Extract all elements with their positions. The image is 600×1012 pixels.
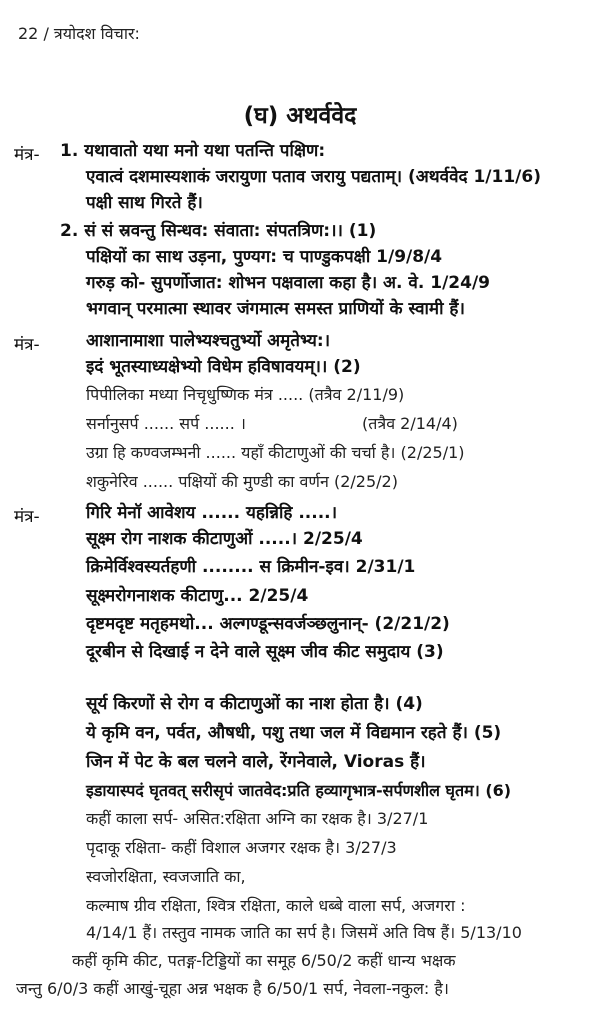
- note-line: जन्तु 6/0/3 कहीं आखुं-चूहा अन्न भक्षक है 6/50/1 सर्प, नेवला-नकुल: है।: [16, 979, 449, 998]
- mantra-label-1: मंत्र-: [14, 145, 40, 165]
- note-line: शकुनेरिव ...... पक्षियों की मुण्डी का वर्णन (2/25/2): [86, 472, 398, 491]
- mantra-label-3: मंत्र-: [14, 507, 40, 527]
- verse-line: दूरबीन से दिखाई न देने वाले सूक्ष्म जीव कीट समुदाय (3): [86, 642, 444, 662]
- verse-line: ये कृमि वन, पर्वत, औषधी, पशु तथा जल में विद्यमान रहते हैं। (5): [86, 723, 502, 743]
- note-line: पिपीलिका मध्या निचृधुष्णिक मंत्र ..... (तत्रैव 2/11/9): [86, 385, 405, 404]
- note-line-ref: (तत्रैव 2/14/4): [362, 414, 458, 433]
- verse-line: सूक्ष्म रोग नाशक कीटाणुओं .....। 2/25/4: [86, 529, 363, 549]
- verse-line: 2. सं सं स्रवन्तु सिन्धव: संवाता: संपतत्रिण:।। (1): [60, 221, 377, 241]
- verse-line: एवात्वं दशमास्यशाकं जरायुणा पताव जरायु पद्यताम्। (अथर्ववेद 1/11/6): [86, 167, 541, 187]
- note-line: कल्माष ग्रीव रक्षिता, श्वित्र रक्षिता, काले धब्बे वाला सर्प, अजगरा :: [86, 896, 466, 915]
- verse-line: इदं भूतस्याध्यक्षेभ्यो विधेम हविषावयम्।। (2): [86, 357, 361, 377]
- verse-line: आशानामाशा पालेभ्यश्चतुर्भ्यो अमृतेभ्य:।: [86, 331, 331, 351]
- note-line: कहीं कृमि कीट, पतङ्ग-टिड्डियों का समूह 6/50/2 कहीं धान्य भक्षक: [72, 951, 456, 970]
- note-line: कहीं काला सर्प- असित:रक्षिता अग्नि का रक्षक है। 3/27/1: [86, 809, 429, 828]
- verse-line: पक्षियों का साथ उड़ना, पुण्यग: च पाण्डुकपक्षी 1/9/8/4: [86, 247, 443, 267]
- verse-line: इडायास्पदं घृतवत् सरीसृपं जातवेद:प्रति हव्यागृभात्र-सर्पणशील घृतम। (6): [86, 781, 512, 800]
- verse-line: सूर्य किरणों से रोग व कीटाणुओं का नाश होता है। (4): [86, 694, 423, 714]
- verse-line: गरुड़ को- सुपर्णोजात: शोभन पक्षवाला कहा है। अ. वे. 1/24/9: [86, 273, 490, 293]
- verse-line: 1. यथावातो यथा मनो यथा पतन्ति पक्षिण:: [60, 141, 326, 161]
- section-title: (घ) अथर्ववेद: [243, 103, 357, 129]
- verse-line: भगवान् परमात्मा स्थावर जंगमात्म समस्त प्राणियों के स्वामी हैं।: [86, 299, 465, 319]
- mantra-label-2: मंत्र-: [14, 335, 40, 355]
- note-line: 4/14/1 हैं। तस्तुव नामक जाति का सर्प है। जिसमें अति विष हैं। 5/13/10: [86, 923, 522, 942]
- verse-line: पक्षी साथ गिरते हैं।: [86, 193, 203, 213]
- verse-line: क्रिमेर्विश्वस्यर्तहणी ........ स क्रिमीन-इव। 2/31/1: [86, 557, 416, 577]
- note-line: सर्नानुसर्प ...... सर्प ...... ।: [86, 414, 246, 433]
- note-line: उग्रा हि कण्वजम्भनी ...... यहाँ कीटाणुओं की चर्चा है। (2/25/1): [86, 443, 465, 462]
- verse-line: सूक्ष्मरोगनाशक कीटाणु... 2/25/4: [86, 586, 309, 606]
- running-head: 22 / त्रयोदश विचार:: [18, 24, 140, 43]
- verse-line: जिन में पेट के बल चलने वाले, रेंगनेवाले, Vioras हैं।: [86, 752, 426, 772]
- note-line: पृदाकू रक्षिता- कहीं विशाल अजगर रक्षक है। 3/27/3: [86, 838, 397, 857]
- verse-line: गिरि मेनॉ आवेशय ...... यहन्निहि .....।: [86, 503, 338, 523]
- note-line: स्वजोरक्षिता, स्वजजाति का,: [86, 867, 246, 886]
- verse-line: दृष्टमदृष्ट मतृहमथो... अल्गण्डून्सवर्जञ्छलुनान्- (2/21/2): [86, 614, 450, 634]
